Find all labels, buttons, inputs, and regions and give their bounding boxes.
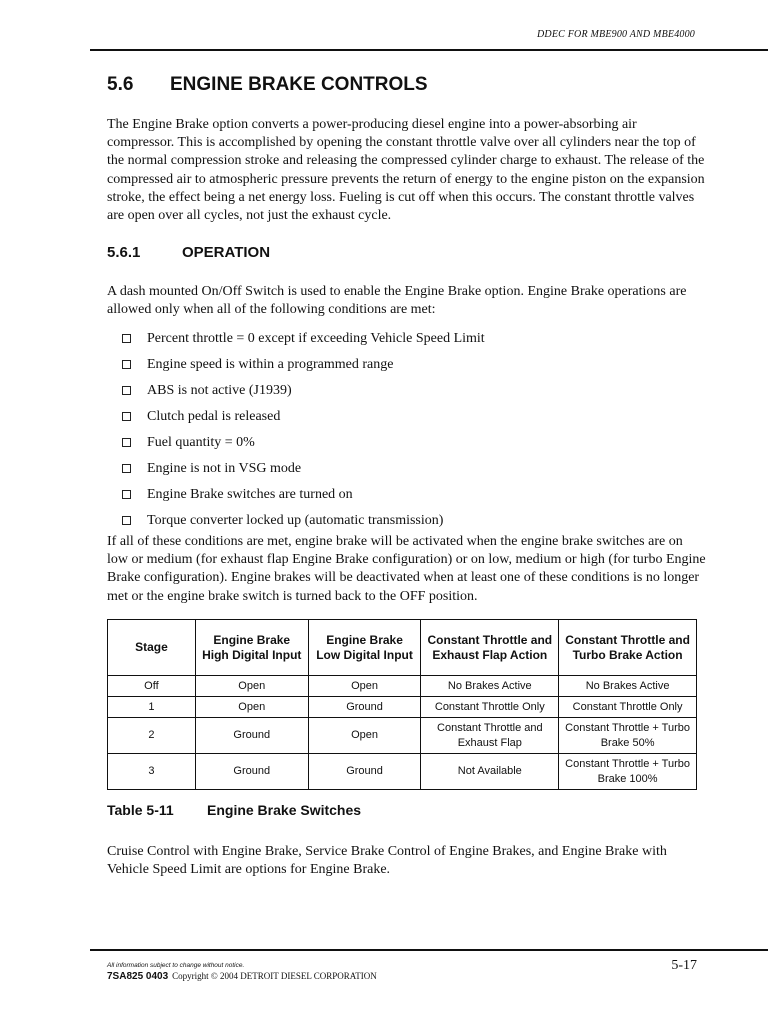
table-cell: No Brakes Active [421,676,559,697]
condition-text: Torque converter locked up (automatic transmission) [147,513,444,528]
table-cell: Not Available [421,754,559,790]
table-cell: No Brakes Active [559,676,697,697]
checkbox-bullet-icon [122,516,131,525]
checkbox-bullet-icon [122,490,131,499]
conditions-list [122,326,485,534]
table-cell: Off [108,676,196,697]
list-item [122,352,485,378]
condition-text: Percent throttle = 0 except if exceeding Vehicle Speed Limit [147,331,485,346]
closing-paragraph: Cruise Control with Engine Brake, Service Brake Control of Engine Brakes, and Engine Brake with Vehicle Speed Limit are options for Engine Brake. [107,844,667,878]
footer-rule [90,949,768,951]
header-rule [90,49,768,51]
table-cell: Open [308,718,421,754]
page-number: 5-17 [671,958,697,973]
condition-text: Clutch pedal is released [147,409,281,424]
column-header: Engine Brake Low Digital Input [308,620,421,676]
table-cell: Open [195,697,308,718]
section-number: 5.6 [107,74,134,95]
list-item [122,404,485,430]
condition-text: Fuel quantity = 0% [147,435,255,450]
list-item [122,508,485,534]
list-item [122,456,485,482]
list-item [122,482,485,508]
section-title: ENGINE BRAKE CONTROLS [170,74,428,95]
copyright-text: Copyright © 2004 DETROIT DIESEL CORPORATION [172,971,377,981]
checkbox-bullet-icon [122,386,131,395]
subsection-heading [107,244,270,261]
list-item [122,430,485,456]
operation-paragraph: A dash mounted On/Off Switch is used to enable the Engine Brake option. Engine Brake operations are allowed only when all of the following conditions are met: [107,284,687,318]
table-cell: Ground [308,754,421,790]
table-cell: Ground [195,718,308,754]
table-row [108,676,697,697]
column-header: Stage [108,620,196,676]
table-cell: 3 [108,754,196,790]
checkbox-bullet-icon [122,360,131,369]
table-cell: Constant Throttle Only [421,697,559,718]
table-cell: 1 [108,697,196,718]
checkbox-bullet-icon [122,464,131,473]
table-row [108,718,697,754]
subsection-title: OPERATION [182,244,271,261]
table-cell: Constant Throttle + Turbo Brake 100% [559,754,697,790]
list-item [122,326,485,352]
checkbox-bullet-icon [122,334,131,343]
running-header: DDEC FOR MBE900 AND MBE4000 [537,29,695,40]
footer-copyright-line [107,971,377,982]
activation-paragraph: If all of these conditions are met, engine brake will be activated when the engine brake switches are on low or medium (for exhaust flap Engine Brake configuration) or on low, medium or high (for turbo Engine Brake configuration). Engine brakes will be deactivated when at least one of these conditions is no longer met or the engine brake switch is turned back to the OFF position. [107,534,706,604]
table-row [108,754,697,790]
condition-text: Engine is not in VSG mode [147,461,302,476]
list-item [122,378,485,404]
table-cell: Constant Throttle Only [559,697,697,718]
subsection-number: 5.6.1 [107,244,141,261]
document-number: 7SA825 0403 [107,971,169,982]
column-header: Engine Brake High Digital Input [195,620,308,676]
condition-text: Engine speed is within a programmed range [147,357,394,372]
intro-paragraph: The Engine Brake option converts a power-producing diesel engine into a power-absorbing air compressor. This is accomplished by opening the constant throttle valve over all cylinders near the top of the normal compression stroke and releasing the compressed cylinder charge to exhaust. The release of the compressed air to atmospheric pressure prevents the return of energy to the engine piston on the expansion stroke, the effect being a net energy loss. Fueling is cut off when this occurs. The constant throttle valves are open over all cycles, not just the exhaust cycle. [107,117,705,224]
checkbox-bullet-icon [122,412,131,421]
table-row [108,697,697,718]
table-cell: 2 [108,718,196,754]
column-header: Constant Throttle and Turbo Brake Action [559,620,697,676]
engine-brake-table [107,619,697,790]
checkbox-bullet-icon [122,438,131,447]
condition-text: ABS is not active (J1939) [147,383,292,398]
table-cell: Constant Throttle + Turbo Brake 50% [559,718,697,754]
table-cell: Open [308,676,421,697]
table-caption-number: Table 5-11 [107,802,174,818]
table-cell: Open [195,676,308,697]
condition-text: Engine Brake switches are turned on [147,487,353,502]
column-header: Constant Throttle and Exhaust Flap Action [421,620,559,676]
table-caption [107,802,361,818]
table-cell: Constant Throttle and Exhaust Flap [421,718,559,754]
footer-notice: All information subject to change without notice. [107,962,245,969]
table-cell: Ground [308,697,421,718]
table-cell: Ground [195,754,308,790]
table-header-row [108,620,697,676]
section-heading [107,74,428,96]
table-caption-title: Engine Brake Switches [207,802,362,818]
